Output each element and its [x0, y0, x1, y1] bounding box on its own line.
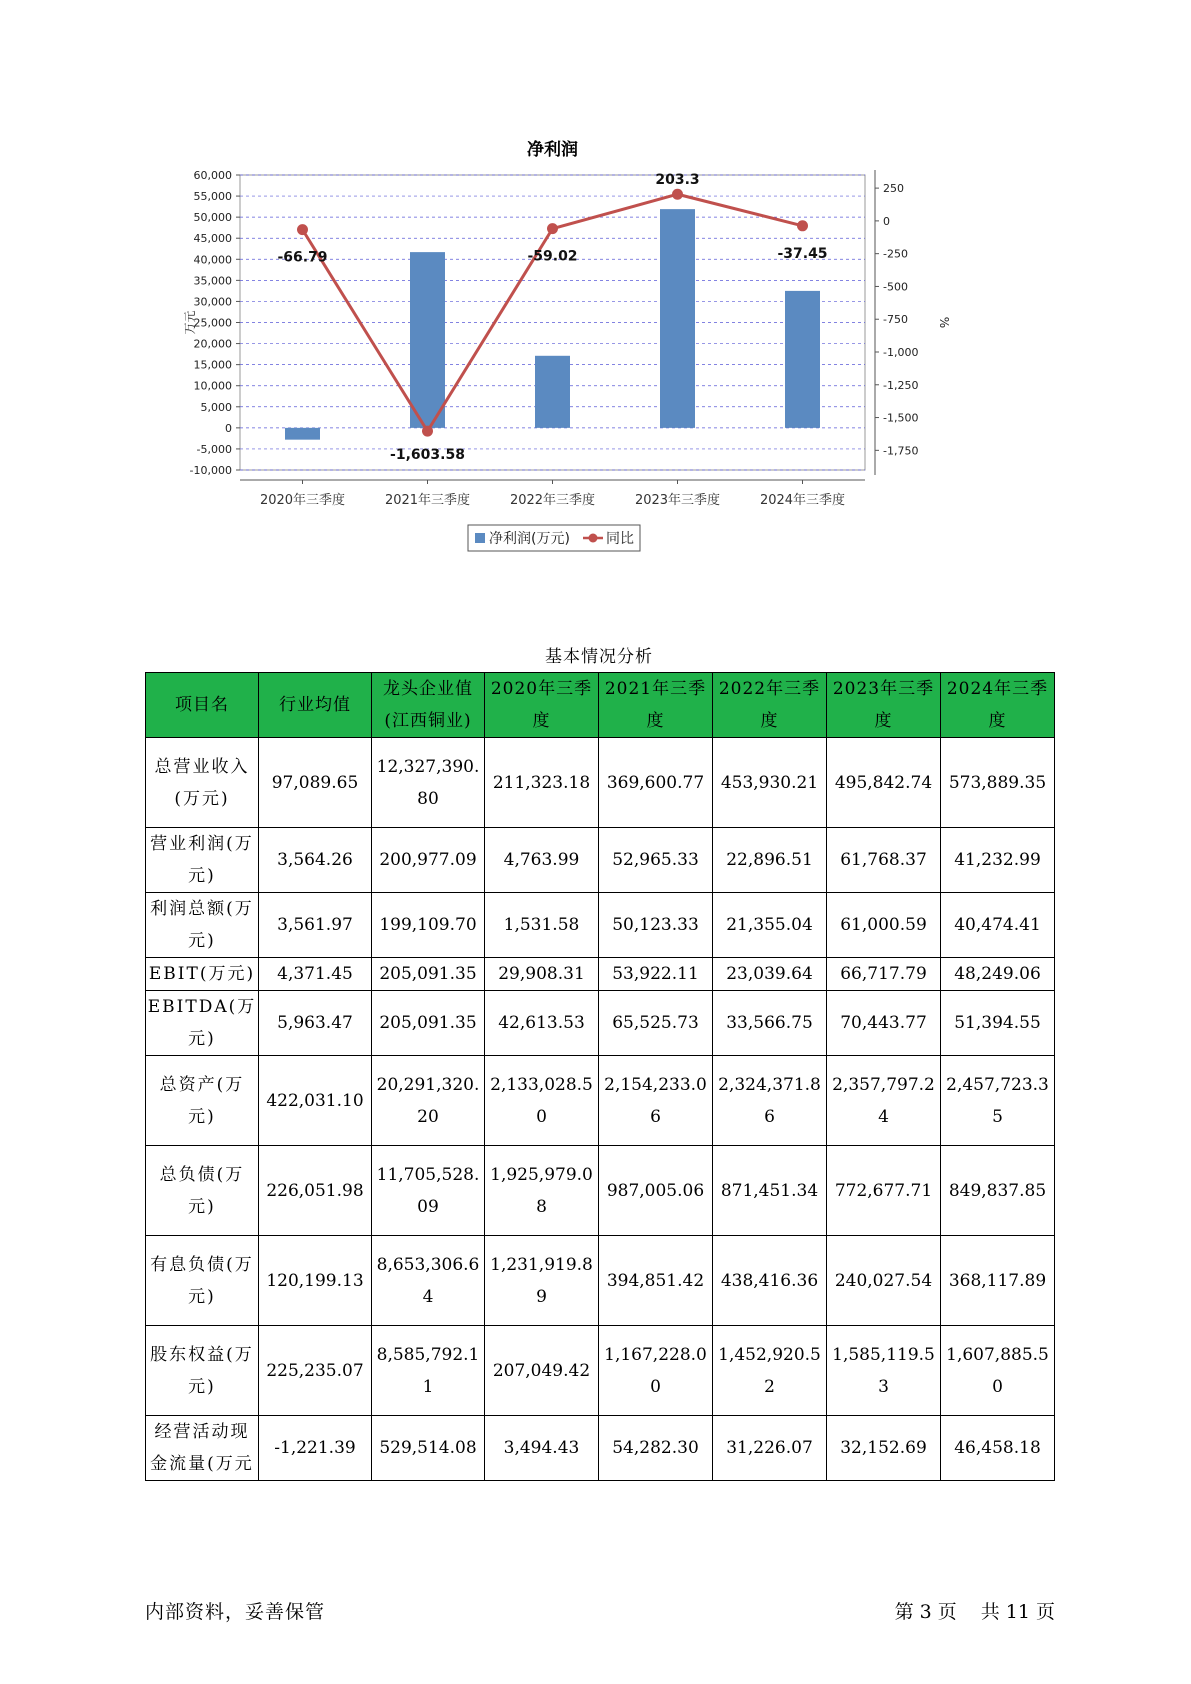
y2-tick-label: -750: [883, 313, 908, 327]
table-row: [146, 1416, 1055, 1481]
yoy-point: [797, 220, 808, 231]
table-cell: 20,291,320.20: [372, 1056, 485, 1146]
table-row: [146, 991, 1055, 1056]
header-2020q3: 2020年三季度: [485, 673, 599, 738]
table-cell: 368,117.89: [941, 1236, 1055, 1326]
table-cell: 225,235.07: [259, 1326, 372, 1416]
total-unit: 页: [1035, 1601, 1055, 1623]
table-cell: 51,394.55: [941, 991, 1055, 1056]
table-cell: 2,357,797.24: [827, 1056, 941, 1146]
bar-net-profit: [535, 356, 570, 428]
table-cell: 54,282.30: [599, 1416, 713, 1481]
basic-analysis-table: [145, 672, 1055, 1481]
table-cell: 438,416.36: [713, 1236, 827, 1326]
table-cell: 61,000.59: [827, 893, 941, 958]
table-cell: 33,566.75: [713, 991, 827, 1056]
x-tick-label: 2020年三季度: [259, 493, 346, 508]
y-tick-label: 60,000: [193, 169, 232, 182]
y-tick-label: 50,000: [193, 211, 232, 225]
row-label: EBIT(万元): [146, 958, 259, 991]
table-cell: 1,531.58: [485, 893, 599, 958]
table-cell: 65,525.73: [599, 991, 713, 1056]
table-cell: 871,451.34: [713, 1146, 827, 1236]
row-label: EBITDA(万元): [146, 991, 259, 1056]
table-row: [146, 1146, 1055, 1236]
table-cell: 12,327,390.80: [372, 738, 485, 828]
table-cell: 48,249.06: [941, 958, 1055, 991]
row-label: 利润总额(万元): [146, 893, 259, 958]
table-cell: 5,963.47: [259, 991, 372, 1056]
page-unit: 页: [937, 1601, 957, 1623]
table-cell: 199,109.70: [372, 893, 485, 958]
bar-net-profit: [285, 428, 320, 440]
y2-axis-title: %: [937, 316, 951, 329]
legend-line-marker: [589, 534, 598, 543]
y2-tick-label: -1,750: [883, 444, 919, 458]
yoy-data-label: -37.45: [777, 245, 828, 262]
table-cell: 849,837.85: [941, 1146, 1055, 1236]
table-cell: 1,925,979.08: [485, 1146, 599, 1236]
table-cell: 32,152.69: [827, 1416, 941, 1481]
y-tick-label: 25,000: [193, 316, 232, 330]
table-cell: 240,027.54: [827, 1236, 941, 1326]
legend-bar-swatch: [475, 533, 485, 543]
yoy-point: [672, 189, 683, 200]
header-2024q3: 2024年三季度: [941, 673, 1055, 738]
table-cell: 4,763.99: [485, 828, 599, 893]
y2-tick-label: 0: [883, 214, 890, 228]
table-cell: 1,231,919.89: [485, 1236, 599, 1326]
table-cell: 2,324,371.86: [713, 1056, 827, 1146]
table-cell: 53,922.11: [599, 958, 713, 991]
y2-tick-label: 250: [883, 182, 904, 196]
y2-tick-label: -500: [883, 280, 908, 294]
y-tick-label: 15,000: [193, 358, 232, 372]
y2-tick-label: -250: [883, 247, 908, 261]
y-tick-label: 10,000: [193, 379, 232, 393]
header-item-name: 项目名: [146, 673, 259, 738]
legend-line-label: 同比: [606, 531, 634, 547]
row-label: 总负债(万元): [146, 1146, 259, 1236]
y-tick-label: 55,000: [193, 190, 232, 204]
table-cell: 2,457,723.35: [941, 1056, 1055, 1146]
table-row: [146, 1326, 1055, 1416]
y-tick-label: 35,000: [193, 274, 232, 288]
page-total: 11: [1005, 1601, 1030, 1623]
table-cell: 369,600.77: [599, 738, 713, 828]
table-cell: 394,851.42: [599, 1236, 713, 1326]
table-cell: 205,091.35: [372, 991, 485, 1056]
header-2021q3: 2021年三季度: [599, 673, 713, 738]
table-cell: 50,123.33: [599, 893, 713, 958]
table-cell: 200,977.09: [372, 828, 485, 893]
y-tick-label: 45,000: [193, 232, 232, 246]
table-caption: 基本情况分析: [545, 647, 653, 667]
y-tick-label: 5,000: [200, 400, 232, 414]
table-cell: 29,908.31: [485, 958, 599, 991]
x-tick-label: 2021年三季度: [384, 493, 471, 508]
footer-confidential-note: 内部资料，妥善保管: [145, 1601, 326, 1623]
table-cell: 8,585,792.11: [372, 1326, 485, 1416]
table-cell: 529,514.08: [372, 1416, 485, 1481]
table-cell: 211,323.18: [485, 738, 599, 828]
table-cell: 8,653,306.64: [372, 1236, 485, 1326]
table-cell: 40,474.41: [941, 893, 1055, 958]
table-cell: 987,005.06: [599, 1146, 713, 1236]
table-cell: 66,717.79: [827, 958, 941, 991]
table-cell: 2,154,233.06: [599, 1056, 713, 1146]
chart-title: 净利润: [527, 140, 578, 160]
table-cell: 70,443.77: [827, 991, 941, 1056]
table-cell: 42,613.53: [485, 991, 599, 1056]
row-label: 有息负债(万元): [146, 1236, 259, 1326]
header-2023q3: 2023年三季度: [827, 673, 941, 738]
yoy-data-label: -59.02: [527, 248, 578, 265]
table-cell: 207,049.42: [485, 1326, 599, 1416]
table-cell: -1,221.39: [259, 1416, 372, 1481]
table-cell: 1,452,920.52: [713, 1326, 827, 1416]
bar-net-profit: [785, 291, 820, 428]
table-row: [146, 893, 1055, 958]
header-2022q3: 2022年三季度: [713, 673, 827, 738]
total-prefix: 共: [980, 1601, 1000, 1623]
row-label: 营业利润(万元): [146, 828, 259, 893]
row-label: 总资产(万元): [146, 1056, 259, 1146]
table-cell: 453,930.21: [713, 738, 827, 828]
net-profit-chart: [180, 140, 980, 600]
yoy-data-label: -1,603.58: [390, 447, 465, 464]
table-cell: 205,091.35: [372, 958, 485, 991]
yoy-point: [547, 223, 558, 234]
y-tick-label: -5,000: [196, 442, 232, 456]
table-cell: 22,896.51: [713, 828, 827, 893]
table-cell: 3,561.97: [259, 893, 372, 958]
x-tick-label: 2022年三季度: [509, 493, 596, 508]
table-cell: 495,842.74: [827, 738, 941, 828]
y-axis-title: 万元: [183, 310, 197, 335]
table-cell: 573,889.35: [941, 738, 1055, 828]
y-tick-label: -10,000: [189, 464, 232, 477]
table-cell: 1,167,228.00: [599, 1326, 713, 1416]
table-cell: 46,458.18: [941, 1416, 1055, 1481]
bar-net-profit: [660, 209, 695, 428]
table-body: [146, 738, 1055, 1481]
yoy-point: [422, 426, 433, 437]
table-cell: 3,494.43: [485, 1416, 599, 1481]
y2-tick-label: -1,000: [883, 346, 919, 359]
table-cell: 772,677.71: [827, 1146, 941, 1236]
table-cell: 97,089.65: [259, 738, 372, 828]
table-cell: 52,965.33: [599, 828, 713, 893]
chart-svg: [180, 140, 980, 600]
x-tick-label: 2023年三季度: [634, 493, 721, 508]
y-tick-label: 40,000: [193, 253, 232, 267]
table-cell: 11,705,528.09: [372, 1146, 485, 1236]
row-label: 经营活动现金流量(万元: [146, 1416, 259, 1481]
table-cell: 23,039.64: [713, 958, 827, 991]
table-cell: 41,232.99: [941, 828, 1055, 893]
table-cell: 4,371.45: [259, 958, 372, 991]
table-row: [146, 738, 1055, 828]
legend-bar-label: 净利润(万元): [489, 531, 570, 547]
table-cell: 120,199.13: [259, 1236, 372, 1326]
table-cell: 422,031.10: [259, 1056, 372, 1146]
table-row: [146, 1056, 1055, 1146]
y-tick-label: 0: [225, 421, 232, 435]
table-row: [146, 1236, 1055, 1326]
footer-page-number: [889, 1597, 1055, 1624]
table-cell: 1,607,885.50: [941, 1326, 1055, 1416]
y-tick-label: 20,000: [193, 337, 232, 351]
header-leader-value: 龙头企业值(江西铜业): [372, 673, 485, 738]
page-prefix: 第: [894, 1601, 914, 1623]
yoy-data-label: -66.79: [277, 249, 328, 266]
table-cell: 21,355.04: [713, 893, 827, 958]
yoy-point: [297, 224, 308, 235]
y-tick-label: 30,000: [193, 295, 232, 309]
bar-net-profit: [410, 252, 445, 428]
table-cell: 61,768.37: [827, 828, 941, 893]
table-cell: 3,564.26: [259, 828, 372, 893]
page-current: 3: [919, 1601, 932, 1623]
table-row: [146, 958, 1055, 991]
row-label: 股东权益(万元): [146, 1326, 259, 1416]
table-cell: 31,226.07: [713, 1416, 827, 1481]
table-cell: 1,585,119.53: [827, 1326, 941, 1416]
table-row: [146, 828, 1055, 893]
x-tick-label: 2024年三季度: [759, 493, 846, 508]
table-cell: 2,133,028.50: [485, 1056, 599, 1146]
yoy-data-label: 203.3: [655, 172, 700, 189]
table-header-row: [146, 673, 1055, 738]
y2-tick-label: -1,500: [883, 411, 919, 425]
header-industry-avg: 行业均值: [259, 673, 372, 738]
y2-tick-label: -1,250: [883, 378, 919, 392]
row-label: 总营业收入(万元): [146, 738, 259, 828]
table-cell: 226,051.98: [259, 1146, 372, 1236]
